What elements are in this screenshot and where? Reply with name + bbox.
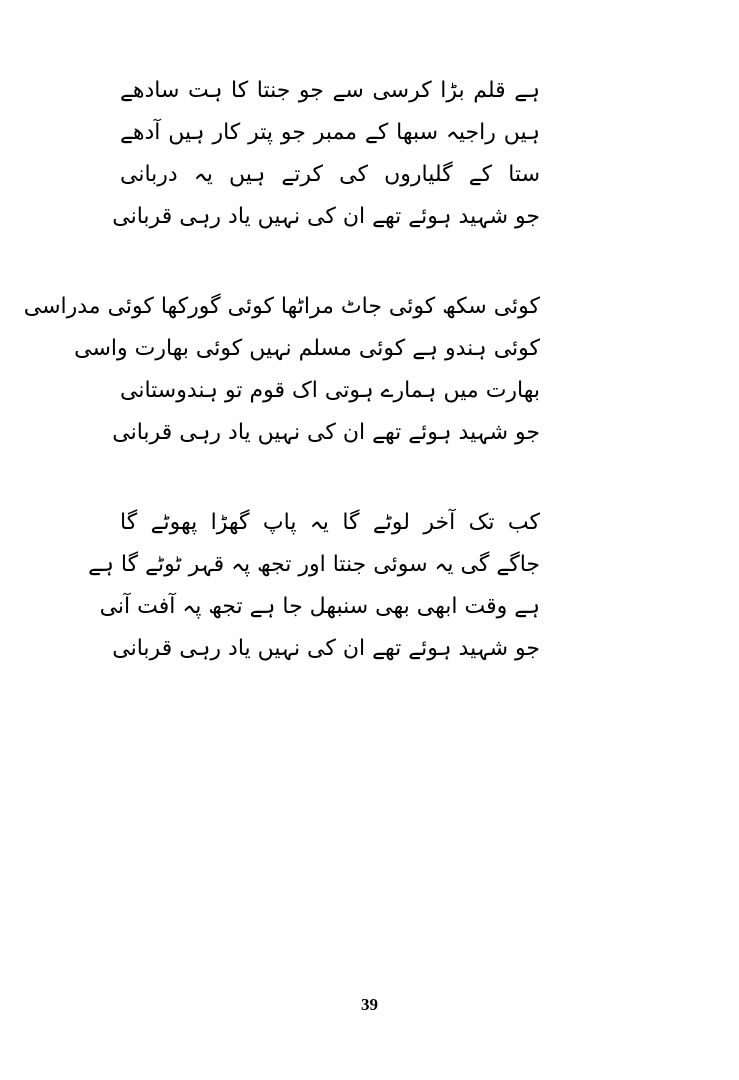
poem-line: کوئی سکھ کوئی جاٹ مراٹھا کوئی گورکھا کوئی مدراسی [23,294,540,319]
stanza-2 [23,286,540,454]
poem-line: ہے وقت ابھی بھی سنبھل جا ہے تجھ پہ آفت آنی [99,594,540,619]
poem-line: ستا کے گلیاروں کی کرتے ہیں یہ دربانی [120,162,540,187]
stanza-3 [88,502,540,670]
refrain-line: جو شہید ہوئے تھے ان کی نہیں یاد رہی قربانی [112,636,540,661]
poem-line: بھارت میں ہمارے ہوتی اک قوم تو ہندوستانی [120,378,540,403]
poem-line: کب تک آخر لوٹے گا یہ پاپ گھڑا پھوٹے گا [120,510,540,535]
poem [23,70,540,718]
poem-line: کوئی ہندو ہے کوئی مسلم نہیں کوئی بھارت واسی [74,336,540,361]
poem-line: جاگے گی یہ سوئی جنتا اور تجھ پہ قہر ٹوٹے گا ہے [88,552,540,577]
page-number: 39 [361,995,378,1014]
refrain-line: جو شہید ہوئے تھے ان کی نہیں یاد رہی قربانی [112,420,540,445]
refrain-line: جو شہید ہوئے تھے ان کی نہیں یاد رہی قربانی [112,204,540,229]
poem-line: ہیں راجیہ سبھا کے ممبر جو پتر کار ہیں آدھے [120,120,540,145]
stanza-1 [112,70,540,238]
poem-line: ہے قلم بڑا کرسی سے جو جنتا کا ہت سادھے [120,78,540,103]
